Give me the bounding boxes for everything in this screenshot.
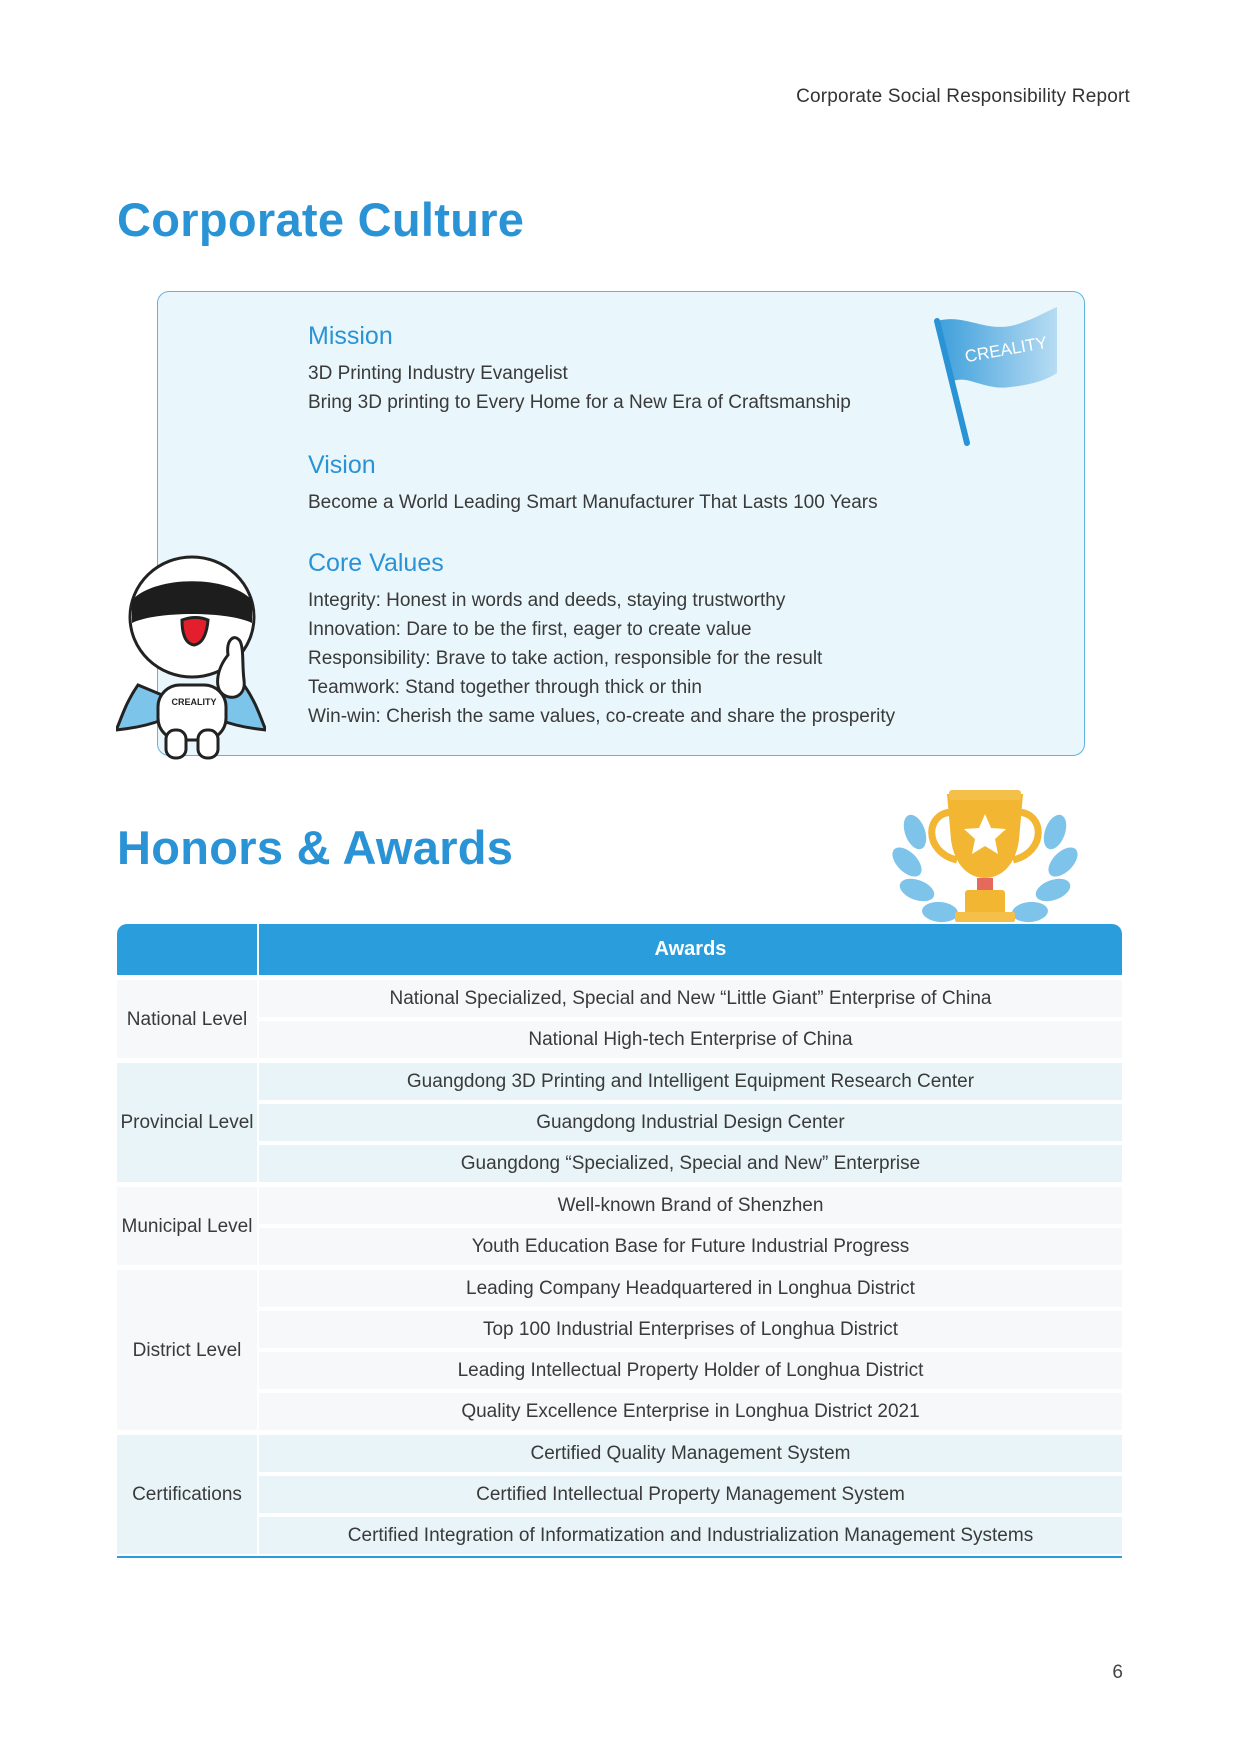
awards-group-national <box>117 980 1122 1058</box>
table-row: Quality Excellence Enterprise in Longhua District 2021 <box>259 1393 1122 1430</box>
table-row: Well-known Brand of Shenzhen <box>259 1187 1122 1224</box>
table-row: Guangdong 3D Printing and Intelligent Equipment Research Center <box>259 1063 1122 1100</box>
corporate-culture-title: Corporate Culture <box>117 193 525 246</box>
mission-heading: Mission <box>308 322 393 350</box>
table-bottom-rule <box>117 1556 1122 1558</box>
vision-block <box>308 451 878 517</box>
level-cell: District Level <box>117 1270 257 1430</box>
core-value-line: Teamwork: Stand together through thick or thin <box>308 677 702 698</box>
core-value-line: Responsibility: Brave to take action, responsible for the result <box>308 648 823 669</box>
table-row: Guangdong “Specialized, Special and New” Enterprise <box>259 1145 1122 1182</box>
core-value-line: Win-win: Cherish the same values, co-create and share the prosperity <box>308 706 896 727</box>
table-row: National Specialized, Special and New “Little Giant” Enterprise of China <box>259 980 1122 1017</box>
awards-group-municipal <box>117 1187 1122 1265</box>
table-row: Certified Integration of Informatization and Industrialization Management Systems <box>259 1517 1122 1554</box>
flag-icon <box>925 303 1065 453</box>
core-value-line: Integrity: Honest in words and deeds, staying trustworthy <box>308 590 786 611</box>
table-header-level-cell <box>117 924 259 975</box>
mission-block <box>308 322 851 417</box>
trophy-icon <box>885 782 1085 942</box>
vision-line: Become a World Leading Smart Manufacturer That Lasts 100 Years <box>308 492 878 513</box>
awards-group-provincial <box>117 1063 1122 1182</box>
level-cell: National Level <box>117 980 257 1058</box>
honors-awards-title: Honors & Awards <box>117 821 514 874</box>
level-cell: Provincial Level <box>117 1063 257 1182</box>
core-values-block <box>308 549 895 731</box>
running-header: Corporate Social Responsibility Report <box>796 86 1130 107</box>
mascot-logo-text: CREALITY <box>171 697 217 707</box>
table-row: Leading Intellectual Property Holder of Longhua District <box>259 1352 1122 1389</box>
table-header <box>117 924 1122 975</box>
table-row: Certified Intellectual Property Management System <box>259 1476 1122 1513</box>
awards-group-district <box>117 1270 1122 1430</box>
core-value-line: Innovation: Dare to be the first, eager to create value <box>308 619 752 640</box>
level-cell: Municipal Level <box>117 1187 257 1265</box>
mascot-icon <box>116 545 266 765</box>
table-row: Youth Education Base for Future Industrial Progress <box>259 1228 1122 1265</box>
mission-line: Bring 3D printing to Every Home for a New Era of Craftsmanship <box>308 392 851 413</box>
mission-line: 3D Printing Industry Evangelist <box>308 363 568 384</box>
table-row: Top 100 Industrial Enterprises of Longhua District <box>259 1311 1122 1348</box>
table-header-awards: Awards <box>654 938 727 960</box>
table-row: Leading Company Headquartered in Longhua District <box>259 1270 1122 1307</box>
core-values-heading: Core Values <box>308 549 444 577</box>
vision-heading: Vision <box>308 451 376 479</box>
level-cell: Certifications <box>117 1435 257 1554</box>
flag-logo-text: CREALITY <box>963 333 1049 367</box>
awards-table <box>117 924 1122 1558</box>
table-row: National High-tech Enterprise of China <box>259 1021 1122 1058</box>
table-row: Guangdong Industrial Design Center <box>259 1104 1122 1141</box>
page-number: 6 <box>1112 1662 1123 1683</box>
table-row: Certified Quality Management System <box>259 1435 1122 1472</box>
awards-group-certifications <box>117 1435 1122 1554</box>
